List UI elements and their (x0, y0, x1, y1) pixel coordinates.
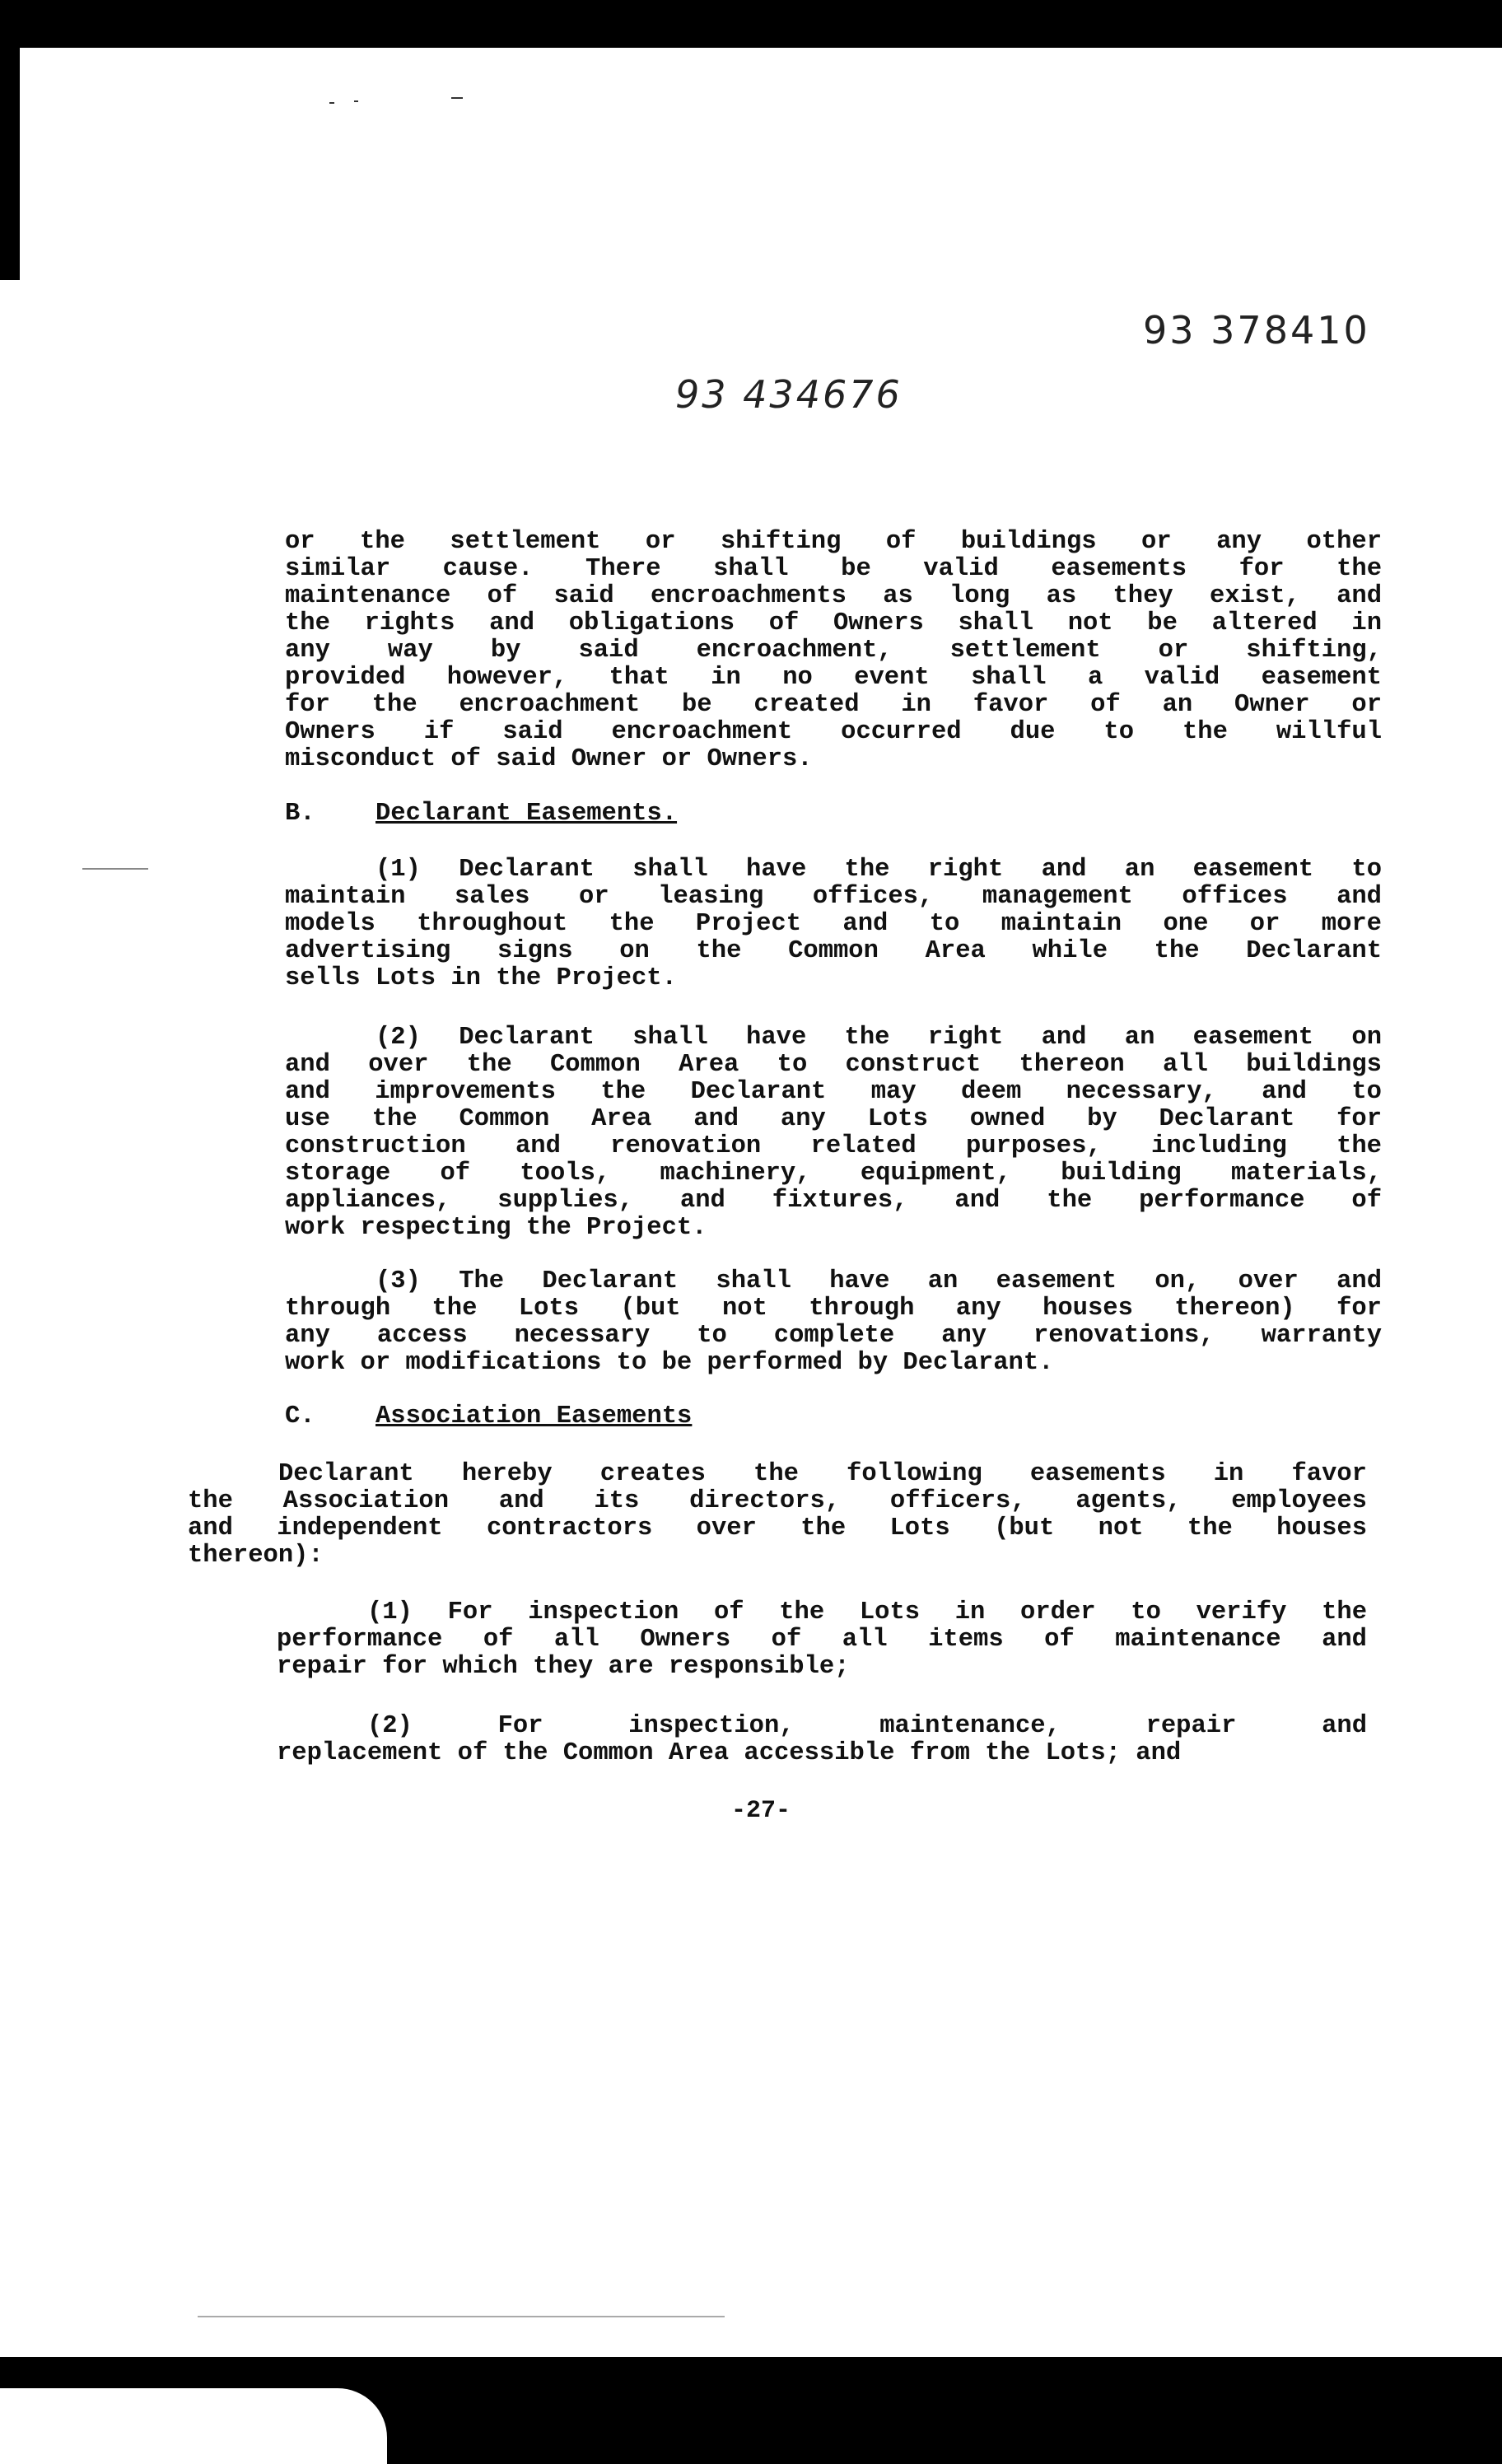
paragraph-c2 (277, 1713, 1367, 1767)
text-line: (3) The Declarant shall have an easement on, over and (376, 1267, 1382, 1295)
text-line: replacement of the Common Area accessible from the Lots; and (277, 1739, 1182, 1767)
text-line: the Association and its directors, officers, agents, employees (188, 1487, 1367, 1515)
text-line: provided however, that in no event shall a valid easement (285, 664, 1382, 692)
text-line: for the encroachment be created in favor of an Owner or (285, 691, 1382, 719)
scan-speck (82, 868, 148, 870)
text-line: Owners if said encroachment occurred due to the willful (285, 718, 1382, 746)
paragraph-c1 (277, 1599, 1367, 1681)
scan-border-left (0, 0, 20, 280)
text-line: (1) For inspection of the Lots in order to verify the (367, 1598, 1367, 1626)
text-line: construction and renovation related purposes, including the (285, 1132, 1382, 1160)
text-line: work or modifications to be performed by Declarant. (285, 1349, 1054, 1377)
text-line: similar cause. There shall be valid easements for the (285, 555, 1382, 583)
text-line: use the Common Area and any Lots owned by Declarant for (285, 1105, 1382, 1133)
scan-speck (451, 97, 463, 99)
paragraph-b2 (285, 1024, 1382, 1242)
text-line: storage of tools, machinery, equipment, building materials, (285, 1160, 1382, 1188)
scan-notch (0, 2388, 387, 2464)
text-line: and over the Common Area to construct thereon all buildings (285, 1051, 1382, 1079)
paragraph-encroachment (285, 529, 1382, 773)
text-line: (2) Declarant shall have the right and an easement on (376, 1024, 1382, 1052)
section-title: Association Easements (376, 1402, 693, 1430)
text-line: and improvements the Declarant may deem necessary, and to (285, 1078, 1382, 1106)
paragraph-c-intro (188, 1461, 1367, 1570)
paragraph-b3 (285, 1268, 1382, 1377)
text-line: performance of all Owners of all items of maintenance and (277, 1626, 1367, 1654)
text-line: Declarant hereby creates the following easements in favor (278, 1460, 1367, 1488)
text-line: (1) Declarant shall have the right and an easement to (376, 856, 1382, 884)
section-b-heading (285, 800, 1382, 828)
scan-speck (354, 100, 358, 102)
text-line: maintain sales or leasing offices, management offices and (285, 883, 1382, 911)
section-title: Declarant Easements. (376, 800, 678, 828)
scan-speck (329, 102, 334, 104)
scan-speck (198, 2316, 725, 2317)
text-line: the rights and obligations of Owners shall not be altered in (285, 609, 1382, 637)
text-line: or the settlement or shifting of buildings or any other (285, 528, 1382, 556)
paragraph-b1 (285, 856, 1382, 992)
section-label: B. (285, 800, 315, 828)
text-line: sells Lots in the Project. (285, 964, 677, 992)
text-line: repair for which they are responsible; (277, 1653, 850, 1681)
section-c-heading (285, 1403, 1382, 1430)
recording-number-handwritten: 93 434676 (675, 372, 903, 417)
text-line: maintenance of said encroachments as long as they exist, and (285, 582, 1382, 610)
recording-number: 93 378410 (1143, 308, 1370, 352)
text-line: misconduct of said Owner or Owners. (285, 745, 813, 773)
text-line: appliances, supplies, and fixtures, and the performance of (285, 1187, 1382, 1215)
text-line: work respecting the Project. (285, 1214, 707, 1242)
text-line: any way by said encroachment, settlement or shifting, (285, 637, 1382, 665)
text-line: (2) For inspection, maintenance, repair and (367, 1712, 1367, 1740)
text-line: and independent contractors over the Lots (but not the houses (188, 1514, 1367, 1542)
text-line: models throughout the Project and to maintain one or more (285, 910, 1382, 938)
text-line: thereon): (188, 1542, 324, 1570)
section-label: C. (285, 1402, 315, 1430)
scan-border-top (0, 0, 1502, 48)
text-line: any access necessary to complete any renovations, warranty (285, 1322, 1382, 1350)
text-line: advertising signs on the Common Area while the Declarant (285, 937, 1382, 965)
page-number: -27- (731, 1797, 791, 1825)
text-line: through the Lots (but not through any houses thereon) for (285, 1295, 1382, 1323)
